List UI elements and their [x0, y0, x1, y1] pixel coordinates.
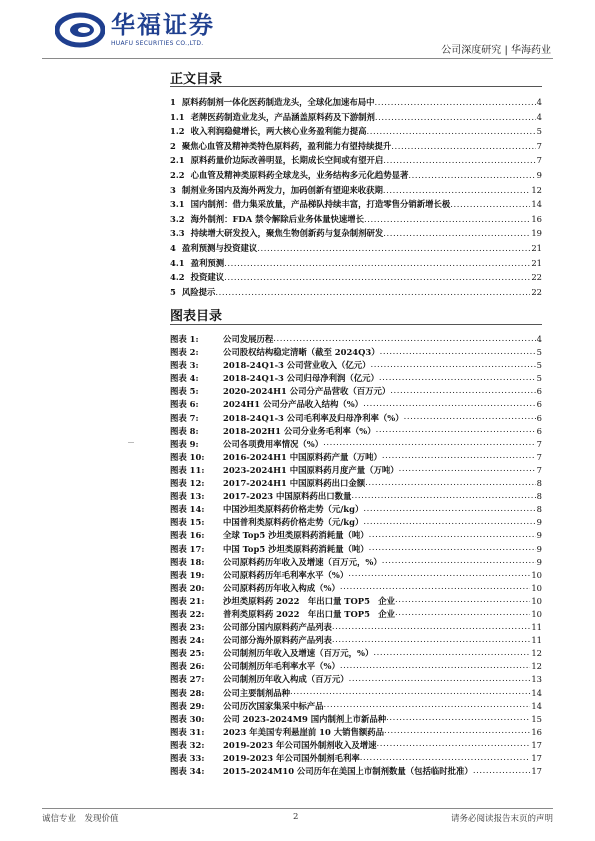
- figure-entry-title: 公司部分国内原料药产品列表: [223, 622, 332, 633]
- toc-entry-number: 3.2: [170, 213, 185, 224]
- toc-entry-title: 制剂业务国内及海外两发力，加码创新有望迎来收获期: [181, 184, 383, 195]
- figure-entry-page: 12: [531, 648, 542, 659]
- toc-entry[interactable]: [170, 256, 542, 271]
- toc-leader-dots: [391, 139, 535, 154]
- figure-entry-title: 2018-24Q1-3 公司毛利率及归母净利率（%）: [223, 412, 404, 423]
- toc-entry[interactable]: [170, 110, 542, 125]
- figure-entry-title: 2019-2023 年公司国外制剂收入及增速: [223, 739, 377, 750]
- figure-entry-page: 4: [536, 334, 542, 344]
- figure-entry-title: 公司制剂历年收入及增速（百万元，%）: [223, 648, 374, 659]
- figure-entry-number: 图表 4:: [170, 373, 199, 384]
- figure-entry-number: 图表 1:: [170, 334, 199, 344]
- figure-entry-title: 公司原料药历年收入及增速（百万元，%）: [223, 556, 382, 567]
- toc-leader-dots: [383, 226, 530, 241]
- figure-entry-number: 图表 11:: [170, 464, 205, 475]
- figures-list: [170, 333, 542, 778]
- figure-entry-page: 11: [531, 635, 542, 646]
- figure-entry-page: 7: [536, 438, 542, 449]
- footer-disclaimer: 请务必阅读报告末页的声明: [450, 814, 553, 824]
- toc-entry[interactable]: [170, 285, 542, 300]
- figure-entry-title: 2018-24Q1-3 公司归母净利润（亿元）: [223, 373, 379, 384]
- figure-entry-number: 图表 21:: [170, 595, 205, 606]
- figure-entry-title: 2016-2024H1 中国原料药产量（万吨）: [223, 451, 382, 462]
- toc-entry-number: 4: [170, 242, 176, 253]
- figure-entry-number: 图表 3:: [170, 360, 199, 371]
- toc-leader-dots: [215, 285, 530, 300]
- figure-entry-number: 图表 33:: [170, 753, 205, 763]
- toc-entry-number: 3.1: [170, 199, 185, 210]
- toc-leader-dots: [375, 110, 536, 125]
- figure-entry-title: 2018-202H1 公司分业务毛利率（%）: [223, 425, 376, 436]
- toc-entry-title: 风险提示: [181, 286, 216, 297]
- toc-entry-title: 原料药量价边际改善明显，长期成长空间或有望开启: [190, 155, 384, 166]
- figure-entry-title: 2024H1 公司分产品收入结构（%）: [223, 399, 364, 410]
- footer-divider: [42, 808, 553, 809]
- figure-entry-page: 8: [536, 491, 542, 502]
- toc-leader-dots: [364, 212, 530, 227]
- figure-entry-page: 12: [531, 661, 542, 672]
- figure-entry-title: 2017-2023 中国原料药出口数量: [223, 491, 352, 502]
- figure-entry-title: 2023 年美国专利悬崖前 10 大销售额药品: [223, 726, 384, 737]
- figure-entry-page: 5: [536, 373, 542, 384]
- toc-entry-page: 19: [531, 228, 542, 239]
- toc-entry-page: 4: [536, 97, 542, 107]
- toc-entry[interactable]: [170, 183, 542, 198]
- toc-entry[interactable]: [170, 197, 542, 212]
- figure-entry-number: 图表 29:: [170, 700, 205, 711]
- figure-entry-title: 中国沙坦类原料药价格走势（元/kg）: [223, 504, 364, 515]
- figure-entry-title: 全球 Top5 沙坦类原料药消耗量（吨）: [223, 530, 369, 541]
- toc-entry-number: 2.1: [170, 155, 185, 166]
- figure-entry-number: 图表 7:: [170, 412, 199, 423]
- figure-entry-page: 13: [531, 674, 542, 685]
- figure-entry-number: 图表 16:: [170, 530, 205, 541]
- figure-entry-title: 2023-2024H1 中国原料药月度产量（万吨）: [223, 464, 399, 475]
- figure-entry-page: 17: [531, 766, 542, 777]
- figure-entry-title: 公司原料药历年收入构成（%）: [223, 582, 340, 593]
- toc-title: 正文目录: [170, 72, 223, 87]
- figure-entry-number: 图表 8:: [170, 425, 199, 436]
- figure-entry-number: 图表 25:: [170, 648, 205, 659]
- figure-entry-number: 图表 10:: [170, 451, 205, 462]
- figure-entry-number: 图表 18:: [170, 556, 205, 567]
- toc-entry[interactable]: [170, 168, 542, 183]
- toc-entry[interactable]: [170, 212, 542, 227]
- toc-entry-title: 盈利预测: [190, 257, 225, 268]
- figure-entry-number: 图表 24:: [170, 635, 205, 646]
- figure-entry-page: 6: [536, 412, 542, 423]
- toc-entry-page: 16: [531, 213, 542, 224]
- figure-entry-page: 9: [536, 517, 542, 528]
- toc-entry[interactable]: [170, 270, 542, 285]
- toc-entry-page: 7: [536, 155, 542, 166]
- figure-entry-number: 图表 34:: [170, 766, 205, 777]
- figure-entry-number: 图表 20:: [170, 582, 205, 593]
- toc-entry-page: 21: [531, 257, 542, 268]
- figure-entry-number: 图表 31:: [170, 726, 205, 737]
- toc-entry-title: 原料药制剂一体化医药制造龙头，全球化加速布局中: [181, 97, 375, 107]
- figure-leader-dots: [473, 764, 531, 779]
- figure-entry-page: 16: [531, 726, 542, 737]
- toc-entry-number: 4.1: [170, 257, 185, 268]
- figure-entry-title: 公司股权结构稳定清晰（截至 2024Q3）: [223, 347, 380, 358]
- figure-entry-title: 沙坦类原料药 2022 年出口量 TOP5 企业: [223, 595, 396, 606]
- figure-entry-page: 9: [536, 543, 542, 554]
- toc-entry-title: 国内制剂：借力集采放量，产品梯队持续丰富，打造零售分销新增长极: [190, 199, 451, 210]
- margin-mark: [128, 442, 134, 443]
- figure-entry-title: 公司各项费用率情况（%）: [223, 438, 324, 449]
- toc-leader-dots: [450, 197, 530, 212]
- figure-entry-title: 2018-24Q1-3 公司营业收入（亿元）: [223, 360, 371, 371]
- figure-entry[interactable]: [170, 765, 542, 778]
- company-logo: [55, 12, 215, 48]
- figures-title-divider: [170, 324, 542, 325]
- toc-leader-dots: [366, 124, 535, 139]
- huafu-logo-icon: [55, 12, 105, 48]
- figure-entry-title: 公司制剂历年收入构成（百万元）: [223, 674, 349, 685]
- figure-entry-page: 7: [536, 464, 542, 475]
- figure-entry-page: 7: [536, 451, 542, 462]
- toc-leader-dots: [383, 153, 535, 168]
- logo-chinese-name: 华福证券: [111, 10, 215, 39]
- figure-entry-number: 图表 17:: [170, 543, 205, 554]
- toc-entry-number: 1: [170, 97, 176, 107]
- toc-leader-dots: [224, 270, 530, 285]
- figure-entry-title: 2019-2023 年公司国外制剂毛利率: [223, 753, 360, 763]
- toc-entry-title: 心血管及精神类原料药全球龙头，业务结构多元化趋势显著: [190, 169, 409, 180]
- report-type-tag: 公司深度研究 | 华海药业: [441, 45, 551, 56]
- figure-entry-number: 图表 22:: [170, 608, 205, 619]
- toc-entry-page: 9: [536, 169, 542, 180]
- figure-entry-page: 6: [536, 425, 542, 436]
- page-number: 2: [293, 812, 299, 822]
- toc-entry-page: 22: [531, 272, 542, 283]
- figure-entry-title: 公司主要制剂品种: [223, 687, 290, 698]
- figure-entry-number: 图表 26:: [170, 661, 205, 672]
- figure-entry-title: 公司部分海外原料药产品列表: [223, 635, 332, 646]
- toc-entry-page: 7: [536, 140, 542, 151]
- figure-entry-number: 图表 23:: [170, 622, 205, 633]
- footer-slogan: 诚信专业 发现价值: [42, 814, 119, 824]
- figure-entry-number: 图表 2:: [170, 347, 199, 358]
- figure-entry-title: 2015-2024M10 公司历年在美国上市制剂数量（包括临时批准）: [223, 766, 473, 777]
- figure-entry-page: 5: [536, 360, 542, 371]
- table-of-contents: [170, 95, 542, 299]
- figure-entry-page: 6: [536, 399, 542, 410]
- page-header: [0, 0, 595, 62]
- figure-entry-page: 15: [531, 713, 542, 724]
- toc-entry-number: 1.1: [170, 111, 185, 122]
- toc-entry[interactable]: [170, 226, 542, 241]
- figure-entry-page: 6: [536, 386, 542, 397]
- figure-entry-title: 公司发展历程: [223, 334, 274, 344]
- toc-leader-dots: [257, 241, 530, 256]
- toc-entry-number: 2.2: [170, 169, 185, 180]
- figure-entry-number: 图表 9:: [170, 438, 199, 449]
- toc-entry-number: 3.3: [170, 228, 185, 239]
- figure-entry-title: 公司历次国家集采中标产品: [223, 700, 324, 711]
- figure-entry-page: 8: [536, 478, 542, 489]
- figure-entry-page: 17: [531, 753, 542, 763]
- toc-entry-title: 海外制剂：FDA 禁令解除后业务体量快速增长: [190, 213, 364, 224]
- toc-entry[interactable]: [170, 95, 542, 110]
- figure-entry-page: 8: [536, 504, 542, 515]
- toc-entry-title: 投资建议: [190, 272, 225, 283]
- toc-leader-dots: [374, 95, 535, 110]
- figure-entry-title: 中国普利类原料药价格走势（元/kg）: [223, 517, 364, 528]
- toc-entry-title: 盈利预测与投资建议: [181, 242, 258, 253]
- figure-entry-page: 11: [531, 622, 542, 633]
- figure-entry-number: 图表 6:: [170, 399, 199, 410]
- toc-leader-dots: [383, 183, 531, 198]
- logo-english-name: HUAFU SECURITIES CO.,LTD.: [111, 40, 204, 47]
- toc-entry-title: 持续增大研发投入，聚焦生物创新药与复杂制剂研发: [190, 228, 384, 239]
- toc-entry-page: 5: [536, 126, 542, 137]
- toc-entry-number: 5: [170, 286, 176, 297]
- toc-entry-title: 收入利润稳健增长，两大核心业务盈利能力提高: [190, 126, 367, 137]
- figure-entry-title: 2020-2024H1 公司分产品营收（百万元）: [223, 386, 391, 397]
- toc-entry[interactable]: [170, 153, 542, 168]
- figure-entry-page: 14: [531, 700, 542, 711]
- header-divider: [42, 58, 553, 59]
- figure-entry-number: 图表 28:: [170, 687, 205, 698]
- figure-entry-number: 图表 27:: [170, 674, 205, 685]
- toc-entry-number: 1.2: [170, 126, 185, 137]
- figure-entry-page: 17: [531, 739, 542, 750]
- toc-entry-number: 4.2: [170, 272, 185, 283]
- figure-entry-page: 14: [531, 687, 542, 698]
- toc-leader-dots: [408, 168, 535, 183]
- figures-title: 图表目录: [170, 309, 223, 324]
- toc-entry-number: 3: [170, 184, 176, 195]
- figure-entry-number: 图表 13:: [170, 491, 205, 502]
- figure-entry-page: 9: [536, 530, 542, 541]
- figure-entry-number: 图表 14:: [170, 504, 205, 515]
- figure-entry-number: 图表 30:: [170, 713, 205, 724]
- figure-entry-title: 公司 2023-2024M9 国内制剂上市新品种: [223, 713, 387, 724]
- toc-entry-page: 12: [531, 184, 542, 195]
- toc-leader-dots: [224, 256, 530, 271]
- figure-entry-page: 10: [531, 595, 542, 606]
- toc-entry-title: 老牌医药制造业龙头，产品涵盖原料药及下游制剂: [190, 111, 375, 122]
- toc-entry[interactable]: [170, 139, 542, 154]
- toc-title-divider: [170, 86, 542, 87]
- figure-entry-page: 9: [536, 556, 542, 567]
- figure-entry-page: 5: [536, 347, 542, 358]
- toc-entry-page: 22: [531, 286, 542, 297]
- figure-entry-number: 图表 5:: [170, 386, 199, 397]
- figure-entry-page: 10: [531, 569, 542, 580]
- figure-entry-title: 公司制剂历年毛利率水平（%）: [223, 661, 340, 672]
- figure-entry-number: 图表 32:: [170, 739, 205, 750]
- figure-entry-page: 10: [531, 582, 542, 593]
- figure-entry-number: 图表 15:: [170, 517, 205, 528]
- figure-entry-number: 图表 19:: [170, 569, 205, 580]
- toc-entry-number: 2: [170, 140, 176, 151]
- figure-entry-title: 公司原料药历年毛利率水平（%）: [223, 569, 349, 580]
- toc-entry-page: 14: [531, 199, 542, 210]
- figure-entry-number: 图表 12:: [170, 478, 205, 489]
- figure-entry-title: 普利类原料药 2022 年出口量 TOP5 企业: [223, 608, 396, 619]
- toc-entry-page: 4: [536, 111, 542, 122]
- toc-entry[interactable]: [170, 241, 542, 256]
- toc-entry-title: 聚焦心血管及精神类特色原料药，盈利能力有望持续提升: [181, 140, 392, 151]
- figure-entry-title: 中国 Top5 沙坦类原料药消耗量（吨）: [223, 543, 369, 554]
- toc-entry-page: 21: [531, 242, 542, 253]
- figure-entry-page: 10: [531, 608, 542, 619]
- toc-entry[interactable]: [170, 124, 542, 139]
- figure-entry-title: 2017-2024H1 中国原料药出口金额: [223, 478, 366, 489]
